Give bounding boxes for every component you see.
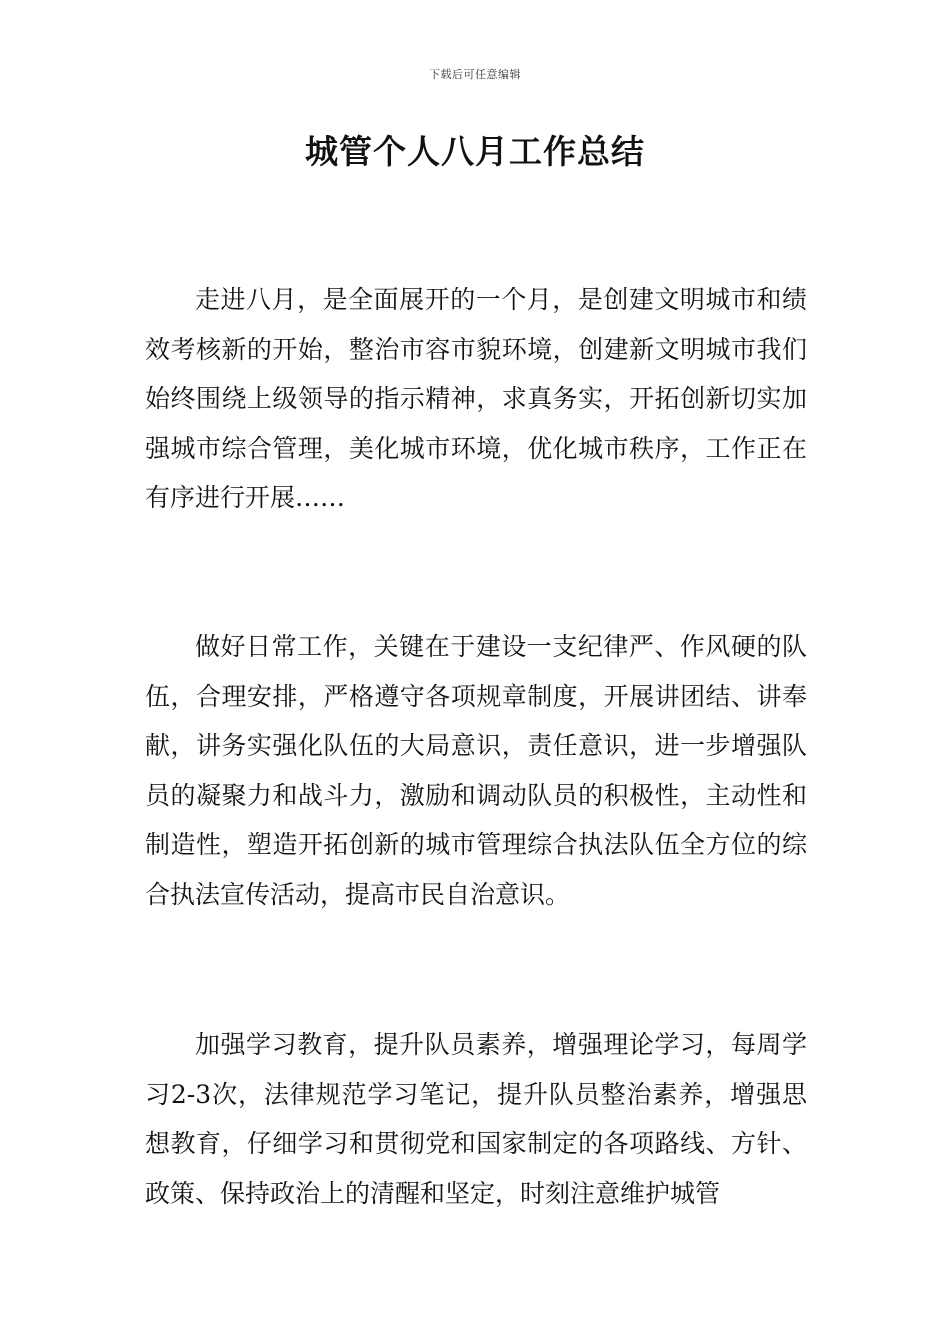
- paragraph-2: [145, 622, 807, 919]
- document-title: 城管个人八月工作总结: [305, 132, 645, 171]
- paragraph-text: 做好日常工作，关键在于建设一支纪律严、作风硬的队伍，合理安排，严格遵守各项规章制度，开展讲团结、讲奉献，讲务实强化队伍的大局意识，责任意识，进一步增强队员的凝聚力和战斗力，激励和调动队员的积极性，主动性和制造性，塑造开拓创新的城市管理综合执法队伍全方位的综合执法宣传活动，提高市民自治意识。: [145, 632, 807, 909]
- paragraph-text: 加强学习教育，提升队员素养，增强理论学习，每周学习2-3次，法律规范学习笔记，提升队员整治素养，增强思想教育，仔细学习和贯彻党和国家制定的各项路线、方针、政策、保持政治上的清醒和坚定，时刻注意维护城管: [145, 1030, 807, 1208]
- paragraph-text: 走进八月，是全面展开的一个月，是创建文明城市和绩效考核新的开始，整治市容市貌环境，创建新文明城市我们始终围绕上级领导的指示精神，求真务实，开拓创新切实加强城市综合管理，美化城市环境，优化城市秩序，工作正在有序进行开展……: [145, 285, 807, 512]
- paragraph-1: [145, 275, 807, 523]
- header-note: 下载后可任意编辑: [429, 68, 521, 81]
- paragraph-3: [145, 1020, 807, 1218]
